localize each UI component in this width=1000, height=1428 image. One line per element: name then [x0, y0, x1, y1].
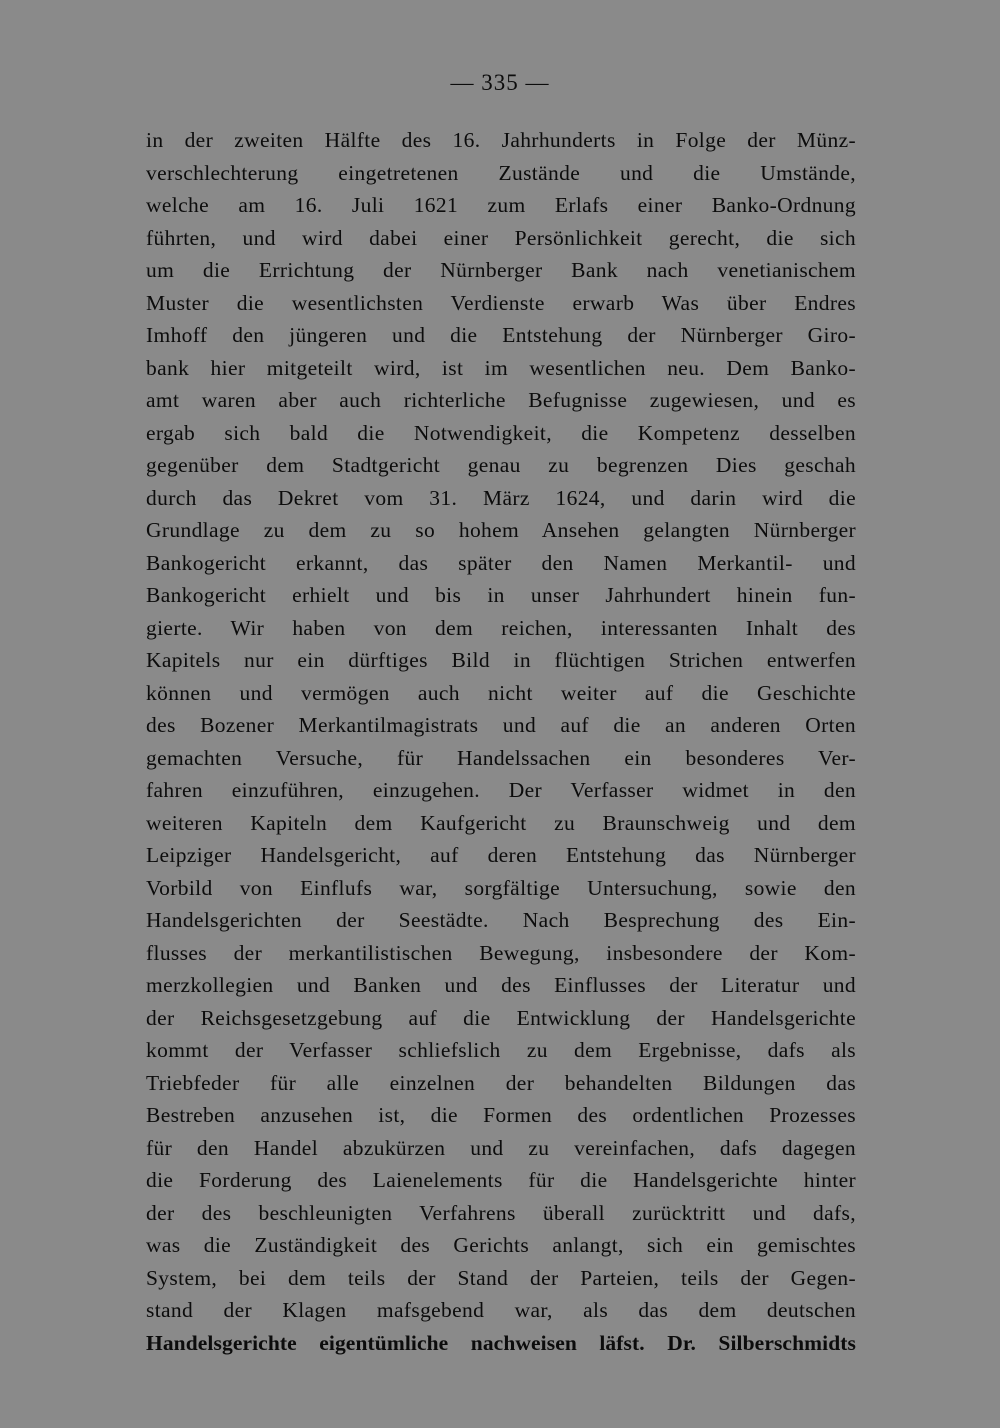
text-line: verschlechterung eingetretenen Zustände und die Umstände,: [146, 160, 856, 185]
text-line: Triebfeder für alle einzelnen der behandelten Bildungen das: [146, 1070, 856, 1095]
text-line: ergab sich bald die Notwendigkeit, die Kompetenz desselben: [146, 420, 856, 445]
text-line: amt waren aber auch richterliche Befugnisse zugewiesen, und es: [146, 388, 856, 412]
text-line: der des beschleunigten Verfahrens überall zurücktritt und dafs,: [146, 1200, 856, 1225]
body-text: [146, 124, 856, 1359]
text-line: gemachten Versuche, für Handelssachen ein besonderes Ver-: [146, 745, 856, 770]
text-line: was die Zuständigkeit des Gerichts anlangt, sich ein gemischtes: [146, 1233, 856, 1257]
text-line: können und vermögen auch nicht weiter auf die Geschichte: [146, 680, 856, 705]
text-line: kommt der Verfasser schliefslich zu dem Ergebnisse, dafs als: [146, 1038, 856, 1062]
text-line: Leipziger Handelsgericht, auf deren Entstehung das Nürnberger: [146, 843, 856, 867]
text-line: Muster die wesentlichsten Verdienste erwarb Was über Endres: [146, 290, 856, 315]
text-line: für den Handel abzukürzen und zu vereinfachen, dafs dagegen: [146, 1135, 856, 1160]
page-number: — 335 —: [450, 70, 550, 95]
text-line: flusses der merkantilistischen Bewegung, insbesondere der Kom-: [146, 940, 856, 965]
text-line: welche am 16. Juli 1621 zum Erlafs einer Banko-Ordnung: [146, 193, 856, 217]
text-line: um die Errichtung der Nürnberger Bank nach venetianischem: [146, 258, 856, 282]
text-line: fahren einzuführen, einzugehen. Der Verfasser widmet in den: [146, 778, 856, 802]
text-line: führten, und wird dabei einer Persönlichkeit gerecht, die sich: [146, 225, 856, 250]
text-line: die Forderung des Laienelements für die Handelsgerichte hinter: [146, 1168, 856, 1192]
text-line: des Bozener Merkantilmagistrats und auf die an anderen Orten: [146, 713, 856, 737]
text-line: bank hier mitgeteilt wird, ist im wesentlichen neu. Dem Banko-: [146, 355, 856, 380]
text-line: Vorbild von Einflufs war, sorgfältige Untersuchung, sowie den: [146, 875, 856, 900]
text-line: stand der Klagen mafsgebend war, als das dem deutschen: [146, 1298, 856, 1322]
text-line: in der zweiten Hälfte des 16. Jahrhunderts in Folge der Münz-: [146, 128, 856, 152]
text-line: Grundlage zu dem zu so hohem Ansehen gelangten Nürnberger: [146, 518, 856, 542]
text-line: weiteren Kapiteln dem Kaufgericht zu Braunschweig und dem: [146, 810, 856, 835]
text-line: System, bei dem teils der Stand der Parteien, teils der Gegen-: [146, 1265, 856, 1290]
text-line: Imhoff den jüngeren und die Entstehung der Nürnberger Giro-: [146, 323, 856, 347]
text-line: Handelsgerichte eigentümliche nachweisen läfst. Dr. Silberschmidts: [146, 1330, 856, 1355]
text-line: gierte. Wir haben von dem reichen, interessanten Inhalt des: [146, 615, 856, 640]
text-line: Kapitels nur ein dürftiges Bild in flüchtigen Strichen entwerfen: [146, 648, 856, 672]
text-line: Bankogericht erkannt, das später den Namen Merkantil- und: [146, 550, 856, 575]
text-line: merzkollegien und Banken und des Einflusses der Literatur und: [146, 973, 856, 997]
text-line: Bankogericht erhielt und bis in unser Jahrhundert hinein fun-: [146, 583, 856, 607]
text-line: Bestreben anzusehen ist, die Formen des ordentlichen Prozesses: [146, 1103, 856, 1127]
text-line: gegenüber dem Stadtgericht genau zu begrenzen Dies geschah: [146, 453, 856, 477]
text-line: der Reichsgesetzgebung auf die Entwicklung der Handelsgerichte: [146, 1005, 856, 1030]
text-line: durch das Dekret vom 31. März 1624, und darin wird die: [146, 485, 856, 510]
text-line: Handelsgerichten der Seestädte. Nach Besprechung des Ein-: [146, 908, 856, 932]
